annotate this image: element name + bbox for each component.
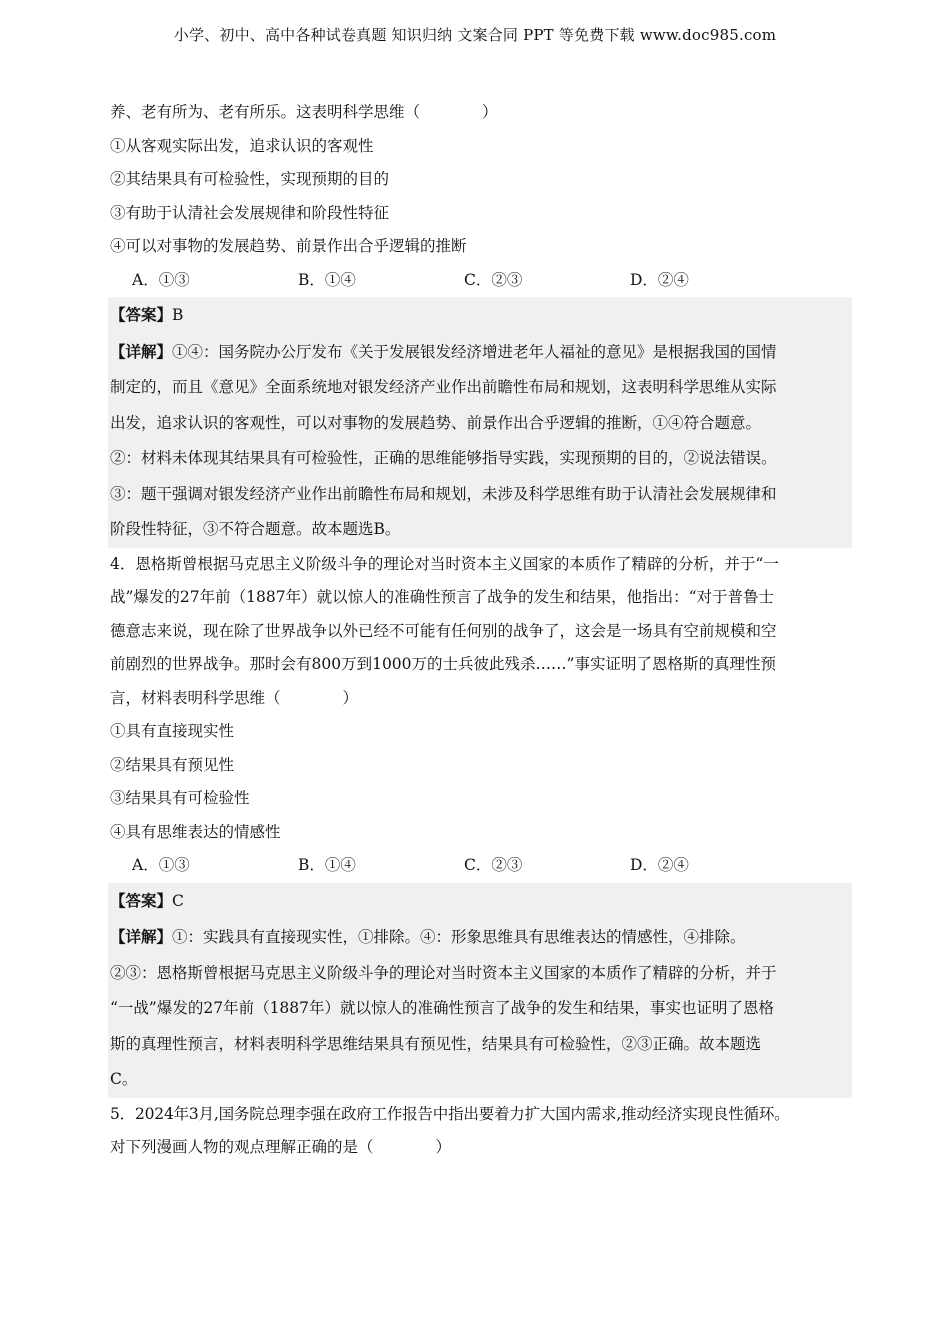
q3-option-c: C．②③ [464, 270, 523, 289]
q3-answer [110, 297, 852, 334]
q3-option-a: A．①③ [132, 270, 190, 289]
q3-detail-text-1: ①④：国务院办公厅发布《关于发展银发经济增进老年人福祉的意见》是根据我国的国情 [172, 342, 777, 361]
q3-detail-line-1 [110, 334, 852, 371]
q3-option-b: B．①④ [298, 270, 356, 289]
q4-item-3: ③结果具有可检验性 [110, 789, 250, 807]
q3-detail-line-3: 出发，追求认识的客观性，可以对事物的发展趋势、前景作出合乎逻辑的推断，①④符合题意。 [110, 413, 762, 432]
q4-options [110, 849, 842, 883]
q3-detail-line-5: ③：题干强调对银发经济产业作出前瞻性布局和规划，未涉及科学思维有助于认清社会发展规律和 [110, 484, 777, 503]
q4-detail-line-2: ②③：恩格斯曾根据马克思主义阶级斗争的理论对当时资本主义国家的本质作了精辟的分析，并于 [110, 963, 777, 982]
q4-answer-value: C [172, 891, 184, 910]
q4-detail-label: 【详解】 [110, 927, 173, 946]
question-5 [110, 1098, 842, 1165]
q3-item-3: ③有助于认清社会发展规律和阶段性特征 [110, 203, 390, 222]
q4-stem-line-3: 德意志来说，现在除了世界战争以外已经不可能有任何别的战争了，这会是一场具有空前规模和空 [110, 621, 777, 640]
q4-stem-line-2: 战”爆发的27年前（1887年）就以惊人的准确性预言了战争的发生和结果，他指出：“对于普鲁士 [110, 588, 775, 606]
q3-answer-value: B [172, 306, 184, 324]
q3-detail-line-4: ②：材料未体现其结果具有可检验性，正确的思维能够指导实践，实现预期的目的，②说法错误。 [110, 449, 777, 467]
q3-detail-line-6: 阶段性特征，③不符合题意。故本题选B。 [110, 520, 401, 538]
question-3 [110, 96, 842, 548]
q4-option-d: D．②④ [630, 856, 689, 874]
q4-detail-line-4: 斯的真理性预言，材料表明科学思维结果具有预见性，结果具有可检验性，②③正确。故本题选 [110, 1034, 762, 1053]
q5-stem-line-1: 5．2024年3月,国务院总理李强在政府工作报告中指出要着力扩大国内需求,推动经济实现良性循环。 [110, 1104, 790, 1123]
page-header: 小学、初中、高中各种试卷真题 知识归纳 文案合同 PPT 等免费下载 www.doc985.com [173, 26, 777, 44]
q5-stem-line-2: 对下列漫画人物的观点理解正确的是（ ） [110, 1138, 452, 1156]
q4-answer-block [108, 883, 852, 1098]
q4-detail-line-5: C。 [110, 1070, 138, 1088]
q3-stem-tail: 养、老有所为、老有所乐。这表明科学思维（ ） [110, 103, 498, 121]
q3-option-d: D．②④ [630, 270, 689, 289]
q4-option-b: B．①④ [298, 856, 356, 874]
q4-option-c: C．②③ [464, 856, 523, 874]
q3-options [110, 264, 842, 298]
q4-item-2: ②结果具有预见性 [110, 755, 235, 774]
document-body [110, 96, 842, 1165]
q4-detail-text-1: ①：实践具有直接现实性，①排除。④：形象思维具有思维表达的情感性，④排除。 [172, 928, 746, 946]
q4-answer [110, 883, 852, 920]
q3-answer-block [108, 297, 852, 548]
q3-answer-label: 【答案】 [110, 305, 173, 324]
q3-item-1: ①从客观实际出发，追求认识的客观性 [110, 136, 374, 155]
q3-item-4: ④可以对事物的发展趋势、前景作出合乎逻辑的推断 [110, 237, 467, 255]
q4-detail-line-1 [110, 919, 852, 956]
q4-stem-line-1: 4．恩格斯曾根据马克思主义阶级斗争的理论对当时资本主义国家的本质作了精辟的分析，并于“一 [110, 554, 779, 573]
q4-option-a: A．①③ [132, 856, 190, 874]
q4-item-1: ①具有直接现实性 [110, 722, 235, 740]
q3-detail-line-2: 制定的，而且《意见》全面系统地对银发经济产业作出前瞻性布局和规划，这表明科学思维从实际 [110, 378, 777, 396]
q4-detail-line-3: “一战”爆发的27年前（1887年）就以惊人的准确性预言了战争的发生和结果，事实也证明了恩格 [110, 999, 775, 1017]
q4-stem-line-4: 前剧烈的世界战争。那时会有800万到1000万的士兵彼此残杀……”事实证明了恩格斯的真理性预 [110, 655, 776, 673]
q4-item-4: ④具有思维表达的情感性 [110, 822, 281, 841]
q3-item-2: ②其结果具有可检验性，实现预期的目的 [110, 170, 390, 188]
q4-answer-label: 【答案】 [110, 890, 173, 910]
q4-stem-line-5: 言，材料表明科学思维（ ） [110, 688, 359, 707]
q3-detail-label: 【详解】 [110, 341, 173, 361]
question-4 [110, 548, 842, 1098]
